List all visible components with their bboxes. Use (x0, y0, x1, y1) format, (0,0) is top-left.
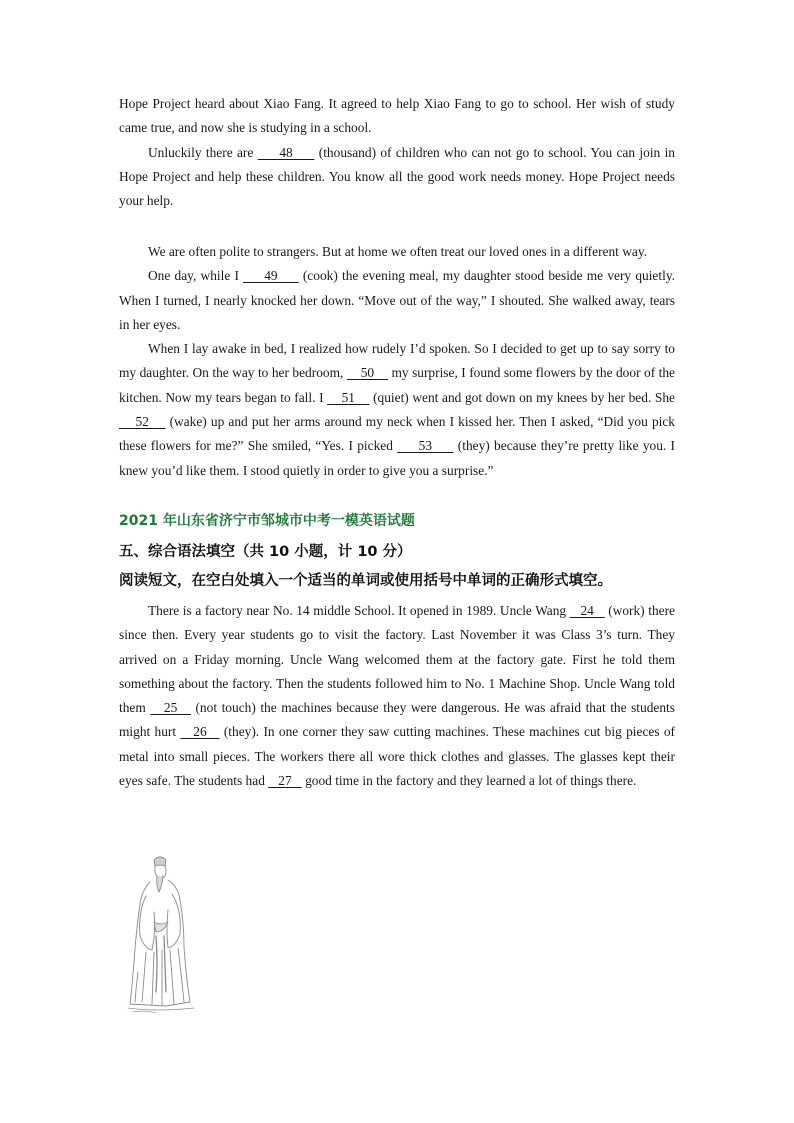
passage-factory (119, 599, 675, 793)
text-run: When I lay awake in bed, I realized how rudely I’d spoken. So I decided to get up to say sorry to my daughter. On the way to her bedroom, (119, 341, 675, 381)
text-run: (quiet) went and got down on my knees by her bed. She (369, 389, 675, 405)
paragraph (119, 599, 675, 793)
passage-hope-project (119, 92, 675, 213)
blank-50[interactable]: 50 (346, 365, 389, 381)
exam-title: 2021 年山东省济宁市邹城市中考一模英语试题 (119, 513, 415, 529)
blank-26[interactable]: 26 (180, 724, 220, 740)
passage-flowers (119, 240, 675, 483)
paragraph (119, 92, 675, 141)
blank-27[interactable]: 27 (268, 773, 302, 789)
text-run: We are often polite to strangers. But at home we often treat our loved ones in a different way. (148, 244, 648, 259)
blank-24[interactable]: 24 (569, 603, 605, 618)
text-run: Hope Project heard about Xiao Fang. It agreed to help Xiao Fang to go to school. Her wish of study came true, and now she is studying in a school. (119, 96, 675, 136)
text-run: (cook) the evening meal, my daughter stood beside me very quietly. When I turned, I nearly knocked her down. “Move out of the way,” I shouted. She walked away, tears in her eyes. (119, 268, 675, 332)
text-run: (thousand) of children who can not go to school. You can join in Hope Project and help these children. You know all the good work needs money. Hope Project needs your help. (119, 144, 675, 209)
blank-25[interactable]: 25 (150, 700, 191, 716)
text-run: (they) because they’re pretty like you. I knew you’d like them. I stood quietly in order to give you a surprise.” (119, 438, 675, 478)
paragraph (119, 264, 675, 337)
blank-53[interactable]: 53 (397, 438, 454, 454)
paragraph (119, 337, 675, 483)
section-heading: 五、综合语法填空（共 10 小题，计 10 分） (119, 544, 412, 560)
text-run: (not touch) the machines because they were dangerous. He was afraid that the students might hurt (119, 700, 675, 740)
blank-48[interactable]: 48 (257, 144, 315, 160)
text-run: There is a factory near No. 14 middle School. It opened in 1989. Uncle Wang (148, 603, 570, 618)
paragraph (119, 141, 675, 214)
confucius-figure-illustration (126, 852, 198, 1014)
text-run: (wake) up and put her arms around my neck when I kissed her. Then I asked, “Did you pick these flowers for me?” She smiled, “Yes. I picked (119, 414, 675, 454)
text-run: good time in the factory and they learned a lot of things there. (301, 773, 637, 789)
blank-52[interactable]: 52 (119, 414, 166, 430)
text-run: Unluckily there are (148, 144, 258, 160)
blank-51[interactable]: 51 (327, 389, 370, 405)
blank-49[interactable]: 49 (243, 268, 299, 284)
paragraph (119, 240, 675, 264)
text-run: my surprise, I found some flowers by the door of the kitchen. Now my tears began to fall. I (119, 365, 675, 405)
instruction: 阅读短文，在空白处填入一个适当的单词或使用括号中单词的正确形式填空。 (119, 573, 612, 589)
text-run: (work) there since then. Every year students go to visit the factory. Last November it was Class 3’s turn. They arrived on a Friday morning. Uncle Wang welcomed them at the factory gate. First he told them something about the factory. Then the students followed him to No. 1 Machine Shop. Uncle Wang told them (119, 603, 675, 716)
text-run: (they). In one corner they saw cutting machines. These machines cut big pieces of metal into small pieces. The workers there all wore thick clothes and glasses. The glasses kept their eyes safe. The students had (119, 724, 675, 789)
text-run: One day, while I (148, 268, 244, 284)
